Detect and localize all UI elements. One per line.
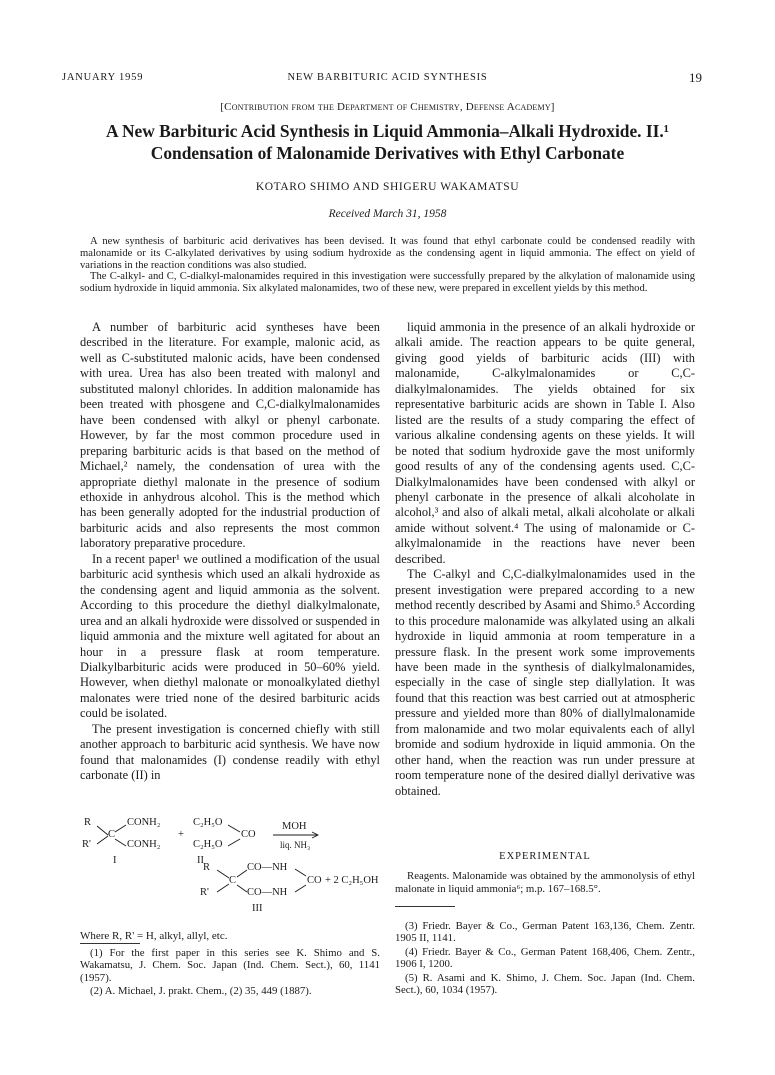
section-heading-experimental: EXPERIMENTAL bbox=[499, 851, 591, 862]
body-paragraph: The C-alkyl and C,C-dialkylmalonamides used in the present investigation were prepared according to a new method recently described by Asami and Shimo.⁵ According to this procedure malonamide was alkylated using an alkali hydroxide in liquid ammonia at room temperature in a pressure flask. In the present work some improvements have been made in the synthesis of dialkylmalonamides, especially in the case of single step diallylation. It was found that this reaction was best carried out at atmospheric pressure and yielded more than 80% of diallylmalonamide from malonamide and two molar equivalents each of allyl bromide and sodium hydroxide in liquid ammonia. On the other hand, when the reaction was run under pressure at room temperature none of the desired diallyl derivative was obtained. bbox=[395, 567, 695, 798]
body-column-left bbox=[80, 320, 380, 784]
conditions-label: liq. NH₃ bbox=[280, 840, 311, 850]
product-r-prime: R' bbox=[200, 887, 209, 898]
footnote: (2) A. Michael, J. prakt. Chem., (2) 35, 449 (1887). bbox=[90, 985, 312, 998]
running-header-title: NEW BARBITURIC ACID SYNTHESIS bbox=[287, 72, 488, 83]
experimental-paragraph: Reagents. Malonamide was obtained by the ammonolysis of ethyl malonate in liquid ammonia⁶; m.p. 167–168.5°. bbox=[395, 870, 695, 895]
compound-label-I: I bbox=[113, 855, 117, 866]
body-paragraph: A number of barbituric acid syntheses have been described in the literature. For example, malonic acid, as well as C-substituted malonic acids, have been condensed with urea. Urea has also been treated with malonyl and substituted malonyl chlorides. In addition malonamide has been treated with phosgene and C,C-dialkylmalonamides have been condensed with alkyl or phenyl carbonate. However, by far the most common procedure used in preparing barbituric acids is that based on the method of Michael,² namely, the condensation of urea with the appropriate diethyl malonate in the presence of sodium ethoxide in anhydrous alcohol. This is the method which has been generally adopted for the industrial production of barbituric acids and also represents the most common laboratory preparative procedure. bbox=[80, 320, 380, 551]
reaction-scheme bbox=[80, 817, 390, 937]
ethanol-byproduct: + 2 C₂H₅OH bbox=[325, 875, 379, 886]
footnotes-right bbox=[395, 920, 695, 997]
plus-sign: + bbox=[178, 829, 184, 840]
body-paragraph: liquid ammonia in the presence of an alkali hydroxide or alkali amide. The reaction appears to be quite general, giving good yields of barbituric acids (III) with malonamide, C-alkylmalonamides or C,C-dialkylmalonamides. The yields obtained for six representative barbituric acids are shown in Table I. Also listed are the results of a study comparing the effect of various alkaline condensing agents on these yields. It will be noted that sodium hydroxide gave the most uniformly good results of any of the condensing agents used. C,C-Dialkylmalonamides have been condensed with alkyl or phenyl carbonate in the presence of alkali alcoholate in alcohol,³ and also of alkali metal, alkali alcoholate or alkali amide without solvent.⁴ The using of malonamide or C-alkylmalonamide in the reactions have never been described. bbox=[395, 320, 695, 566]
footnote: (3) Friedr. Bayer & Co., German Patent 163,136, Chem. Zentr. 1905 II, 1141. bbox=[395, 920, 695, 945]
compound-label-II: II bbox=[197, 855, 204, 866]
footnote-rule bbox=[80, 943, 140, 944]
running-header-date: JANUARY 1959 bbox=[62, 72, 144, 83]
carbonyl-carbonate: CO bbox=[241, 829, 256, 840]
central-carbon: C bbox=[108, 829, 116, 840]
footnote: (4) Friedr. Bayer & Co., German Patent 168,406, Chem. Zentr., 1906 I, 1200. bbox=[395, 945, 695, 971]
article-title: A New Barbituric Acid Synthesis in Liquid Ammonia–Alkali Hydroxide. II.¹ Condensation of Malonamide Derivatives with Ethyl Carbonate bbox=[106, 121, 669, 163]
substituent-r: R bbox=[84, 817, 92, 828]
footnote: (1) For the first paper in this series see K. Shimo and S. Wakamatsu, J. Chem. Soc. Japan (Ind. Chem. Sect.), 60, 1141 (1957). bbox=[80, 947, 380, 984]
ethoxy-top: C₂H₅O bbox=[193, 817, 223, 828]
reagent-label: MOH bbox=[282, 821, 307, 832]
abstract-paragraph: The C-alkyl- and C, C-dialkyl-malonamides required in this investigation were successfully prepared by the alkylation of malonamide using sodium hydroxide in liquid ammonia. Six alkylated malonamides, two of these new, were prepared in excellent yields by this method. bbox=[80, 271, 695, 295]
compound-label-III: III bbox=[252, 903, 263, 914]
body-paragraph: In a recent paper¹ we outlined a modification of the usual barbituric acid synthesis which used an alkali hydroxide as the condensing agent and liquid ammonia as the solvent. According to this procedure the diethyl dialkylmalonate, urea and an alkali hydroxide were dissolved or suspended in liquid ammonia and the mixture well agitated for about an hour in a pressure flask at room temperature. Dialkylbarbituric acids were produced in 50–60% yield. However, when diethyl malonate or monoalkylated diethyl malonates were tried none of the desired barbituric acids could be isolated. bbox=[80, 551, 380, 721]
body-paragraph: The present investigation is concerned chiefly with still another approach to barbituric acid synthesis. We have now found that malonamides (I) condense readily with ethyl carbonate (II) in bbox=[80, 721, 380, 783]
product-central-carbon: C bbox=[229, 875, 237, 886]
footnotes-left bbox=[80, 947, 380, 999]
authors: KOTARO SHIMO AND SHIGERU WAKAMATSU bbox=[255, 181, 520, 193]
ring-carbonyl: CO bbox=[307, 875, 322, 886]
ring-co-nh-bottom: CO—NH bbox=[247, 887, 288, 898]
footnote-rule bbox=[395, 906, 455, 907]
experimental-text bbox=[395, 870, 695, 895]
scheme-legend: Where R, R' = H, alkyl, allyl, etc. bbox=[80, 930, 228, 942]
body-column-right bbox=[395, 320, 695, 799]
abstract bbox=[80, 236, 695, 295]
amide-group-bottom: CONH₂ bbox=[127, 839, 161, 850]
contribution-line: [Contribution from the Department of Chemistry, Defense Academy] bbox=[220, 101, 555, 113]
product-r: R bbox=[203, 862, 211, 873]
abstract-paragraph: A new synthesis of barbituric acid derivatives has been devised. It was found that ethyl carbonate could be condensed readily with malonamide or its C-alkylated derivatives by using sodium hydroxide as the condensing agent in liquid ammonia. The effect on yield of variations in the reaction conditions was also studied. bbox=[80, 236, 695, 271]
received-date: Received March 31, 1958 bbox=[328, 208, 447, 220]
page-number: 19 bbox=[689, 70, 702, 85]
amide-group-top: CONH₂ bbox=[127, 817, 161, 828]
substituent-r-prime: R' bbox=[82, 839, 91, 850]
ethoxy-bottom: C₂H₅O bbox=[193, 839, 223, 850]
ring-co-nh-top: CO—NH bbox=[247, 862, 288, 873]
footnote: (5) R. Asami and K. Shimo, J. Chem. Soc. Japan (Ind. Chem. Sect.), 60, 1034 (1957). bbox=[395, 971, 695, 997]
